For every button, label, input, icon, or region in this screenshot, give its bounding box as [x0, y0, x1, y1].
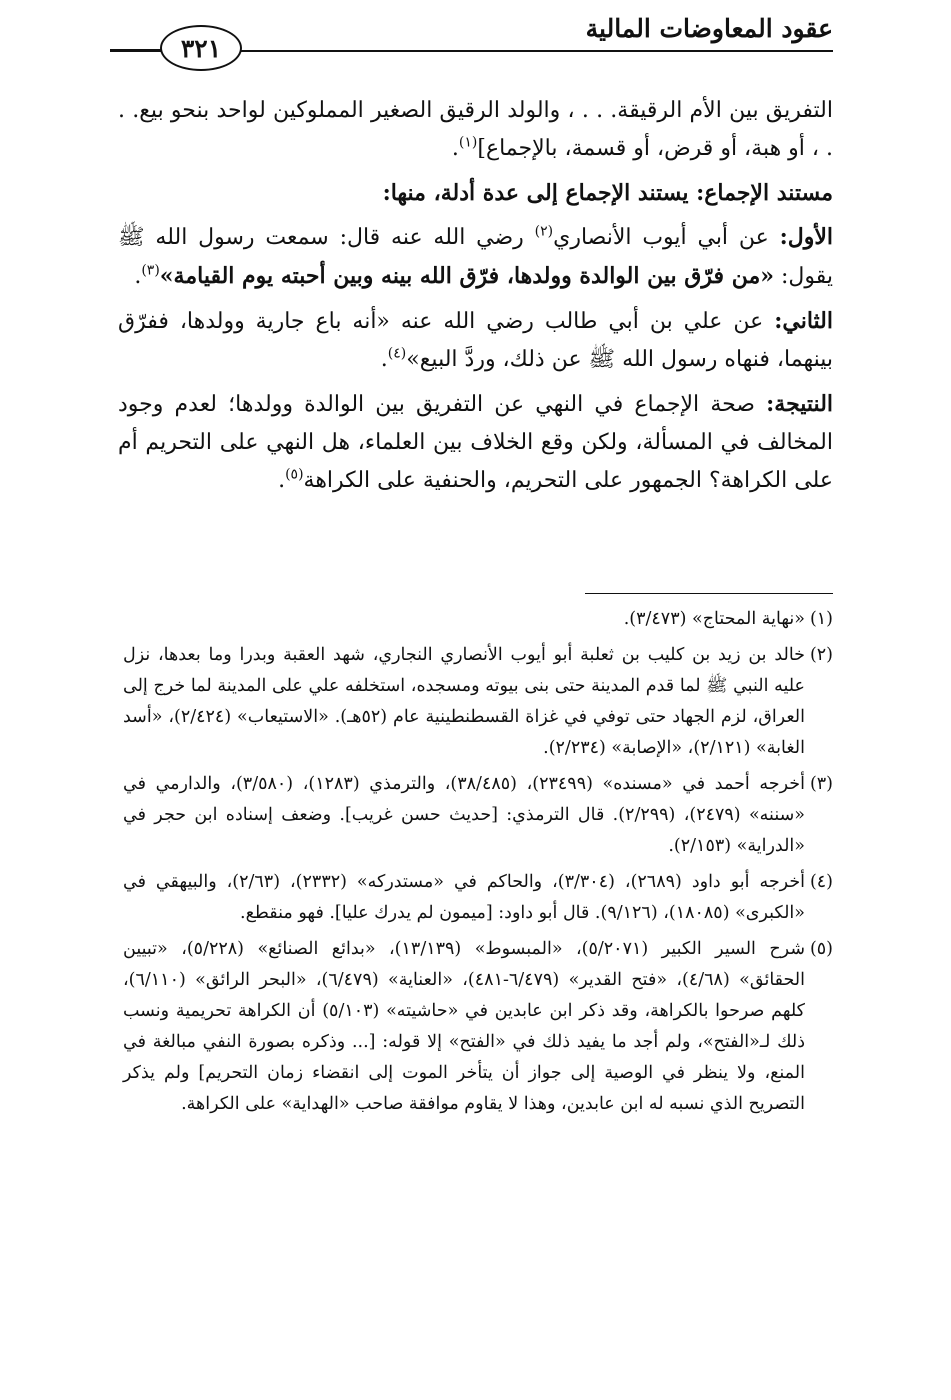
running-header-title: عقود المعاوضات المالية [585, 14, 833, 43]
header-rule-tail [110, 49, 162, 52]
footnote-ref-4: (٤) [387, 345, 407, 362]
paragraph-5-result: النتيجة: صحة الإجماع في النهي عن التفريق بين الوالدة وولدها؛ لعدم وجود المخالف في المسألة، ولكن وقع الخلاف بين العلماء، هل النهي على التحريم أم على الكراهة؟ الجمهور على التحريم، والحنفية على الكراهة$^{(٥)}$. [118, 391, 834, 493]
paragraph-3-first-evidence: الأول: عن أبي أيوب الأنصاري$^{(٢)}$ رضي الله عنه قال: سمعت رسول الله ﷺ يقول: «من فرّق بين الوالدة وولدها، فرّق الله بينه وبين أحبته يوم القيامة»$^{(٣)}$. [118, 223, 833, 289]
footnote-number: (٣) [809, 774, 833, 794]
paragraph-1: التفريق بين الأم الرقيقة. . . ، والولد الرقيق الصغير المملوكين لواحد بنحو بيع. . . ، أو هبة، أو قرض، أو قسمة، بالإجماع]$^{(١)}$. [118, 98, 833, 161]
footnote [123, 640, 833, 764]
footnote-ref-3: (٣) [141, 262, 160, 279]
hadith-quote: «من فرّق بين الوالدة وولدها، فرّق الله بينه وبين أحبته يوم القيامة» [159, 263, 774, 289]
footnote [123, 604, 833, 635]
footnote-ref-5: (٥) [285, 466, 304, 483]
footnote [123, 769, 833, 862]
footnote-ref-2: (٢) [534, 223, 554, 240]
paragraph-4-second-evidence: الثاني: عن علي بن أبي طالب رضي الله عنه «أنه باع جارية وولدها، ففرّق بينهما، فنهاه رسول الله ﷺ عن ذلك، وردَّ البيع»$^{(٤)}$. [118, 308, 833, 372]
footnote-number: (٥) [809, 939, 833, 959]
footnote [123, 934, 833, 1120]
footnote-text: «نهاية المحتاج» (٣/٤٧٣). [623, 609, 805, 629]
footnote-ref-1: (١) [458, 134, 478, 151]
footnotes [123, 604, 833, 1125]
footnote-number: (٢) [809, 645, 833, 665]
footnote-number: (١) [809, 609, 833, 629]
footnote [123, 867, 833, 929]
page-number: ٣٢١ [160, 25, 242, 71]
footnote-text: أخرجه أحمد في «مسنده» (٢٣٤٩٩)، (٣٨/٤٨٥)، والترمذي (١٢٨٣)، (٣/٥٨٠)، والدارمي في «سننه» (٢٤٧٩)، (٢/٢٩٩). قال الترمذي: [حديث حسن غريب]. وضعف إسناده ابن حجر في «الدراية» (٢/١٥٣). [123, 774, 805, 856]
footnote-text: شرح السير الكبير (٥/٢٠٧١)، «المبسوط» (١٣/١٣٩)، «بدائع الصنائع» (٥/٢٢٨)، «تبيين الحقائق» (٤/٦٨)، «فتح القدير» (٦/٤٧٩-٤٨١)، «العناية» (٦/٤٧٩)، «البحر الرائق» (٦/١١٠)، كلهم صرحوا بالكراهة، وقد ذكر ابن عابدين في «حاشيته» (٥/١٠٣) أن الكراهة تحريمية ونسب ذلك لـ«الفتح»، ولم أجد ما يفيد ذلك في «الفتح» إلا قوله: [... وذكره بصورة النفي مبالغة في المنع، ولا ينظر في الوصية إلى جواز أن يتأخر الموت إلى انقضاء زمان التحريم] ولم يذكر التصريح الذي نسبه له ابن عابدين، وهذا لا يقاوم موافقة صاحب «الهداية» على الكراهة. [123, 939, 805, 1114]
footnote-separator [585, 593, 833, 594]
main-text [118, 92, 833, 506]
footnote-number: (٤) [809, 872, 833, 892]
footnote-text: خالد بن زيد بن كليب بن ثعلبة أبو أيوب الأنصاري النجاري، شهد العقبة وبدرا وما بعدها، نزل عليه النبي ﷺ لما قدم المدينة حتى بنى بيوته ومسجده، استخلفه علي على المدينة لما خرج إلى العراق، لزم الجهاد حتى توفي في غزاة القسطنطينية عام (٥٢هـ). «الاستيعاب» (٢/٤٢٤)، «أسد الغابة» (٢/١٢١)، «الإصابة» (٢/٢٣٤). [123, 645, 805, 758]
footnote-text: أخرجه أبو داود (٢٦٨٩)، (٣/٣٠٤)، والحاكم في «مستدركه» (٢٣٣٢)، (٢/٦٣)، والبيهقي في «الكبرى» (١٨٠٨٥)، (٩/١٢٦). قال أبو داود: [ميمون لم يدرك عليا]. فهو منقطع. [123, 872, 806, 923]
paragraph-2-consensus-basis: مستند الإجماع: يستند الإجماع إلى عدة أدلة، منها: [382, 180, 833, 206]
